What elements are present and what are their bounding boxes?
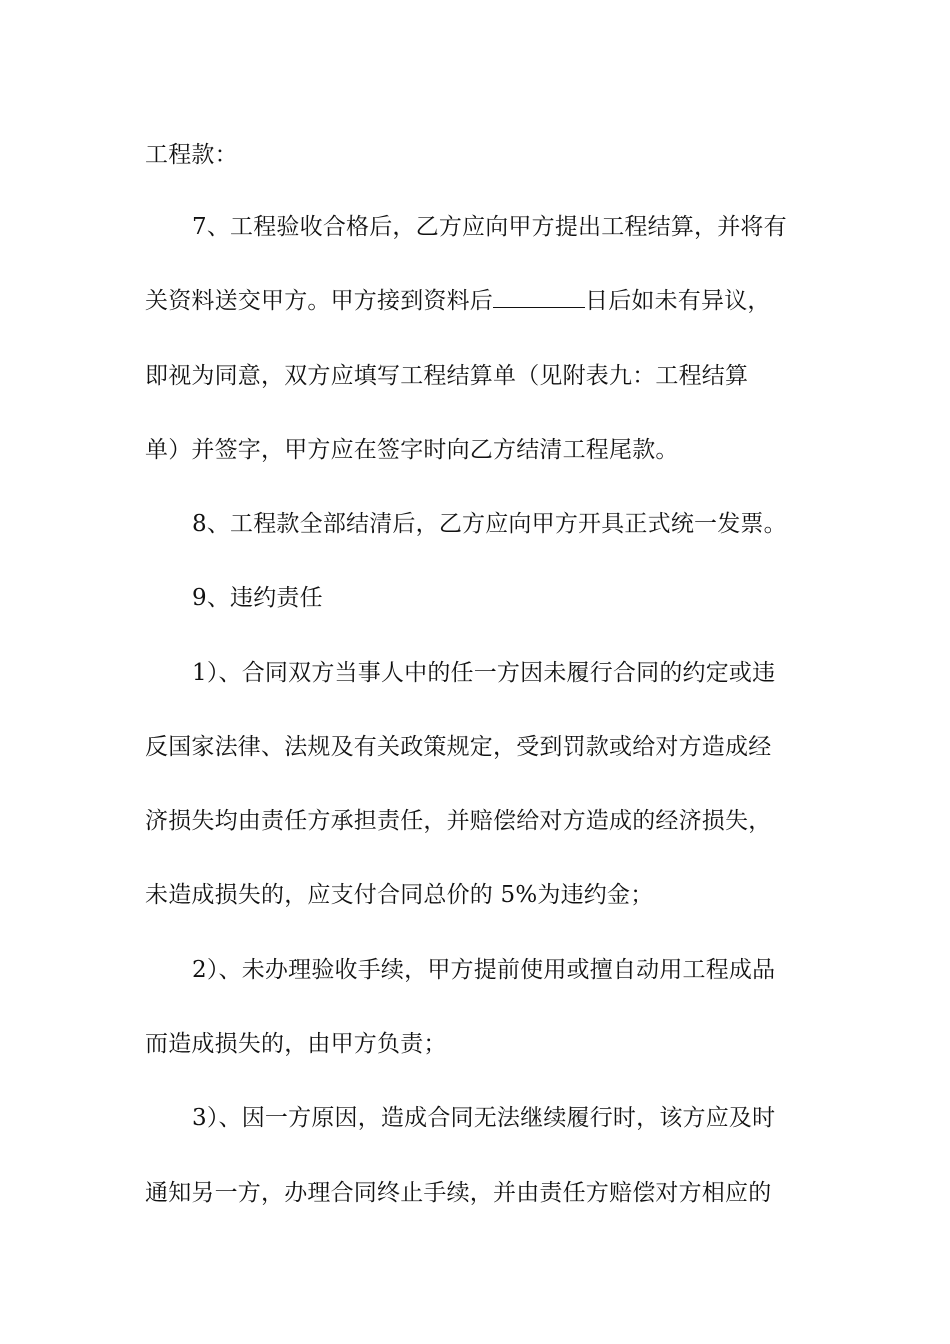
clause-9-1-line-1: 1）、合同双方当事人中的任一方因未履行合同的约定或违 bbox=[192, 660, 776, 686]
clause-9-heading: 9、违约责任 bbox=[192, 585, 323, 611]
clause-8-line-1: 8、工程款全部结清后，乙方应向甲方开具正式统一发票。 bbox=[192, 511, 787, 537]
clause-7-line-1: 7、工程验收合格后，乙方应向甲方提出工程结算，并将有 bbox=[192, 214, 787, 240]
clause-9-1-line-2: 反国家法律、法规及有关政策规定，受到罚款或给对方造成经 bbox=[145, 734, 772, 760]
clause-9-2-line-1: 2）、未办理验收手续，甲方提前使用或擅自动用工程成品 bbox=[192, 957, 776, 983]
clause-7-line-4: 单）并签字，甲方应在签字时向乙方结清工程尾款。 bbox=[145, 437, 679, 463]
fill-in-blank-days bbox=[493, 287, 585, 308]
clause-7-text-before-blank: 关资料送交甲方。甲方接到资料后 bbox=[145, 288, 493, 314]
clause-9-3-line-2: 通知另一方，办理合同终止手续，并由责任方赔偿对方相应的 bbox=[145, 1180, 772, 1206]
text-line-1: 工程款： bbox=[145, 142, 238, 168]
clause-7-line-3: 即视为同意，双方应填写工程结算单（见附表九：工程结算 bbox=[145, 363, 749, 389]
clause-9-1-line-4: 未造成损失的，应支付合同总价的 5%为违约金； bbox=[145, 882, 654, 908]
clause-9-3-line-1: 3）、因一方原因，造成合同无法继续履行时，该方应及时 bbox=[192, 1105, 776, 1131]
clause-7-text-after-blank: 日后如未有异议， bbox=[585, 288, 771, 314]
clause-9-1-line-3: 济损失均由责任方承担责任，并赔偿给对方造成的经济损失， bbox=[145, 808, 772, 834]
clause-9-2-line-2: 而造成损失的，由甲方负责； bbox=[145, 1031, 447, 1057]
clause-7-line-2 bbox=[145, 286, 825, 316]
